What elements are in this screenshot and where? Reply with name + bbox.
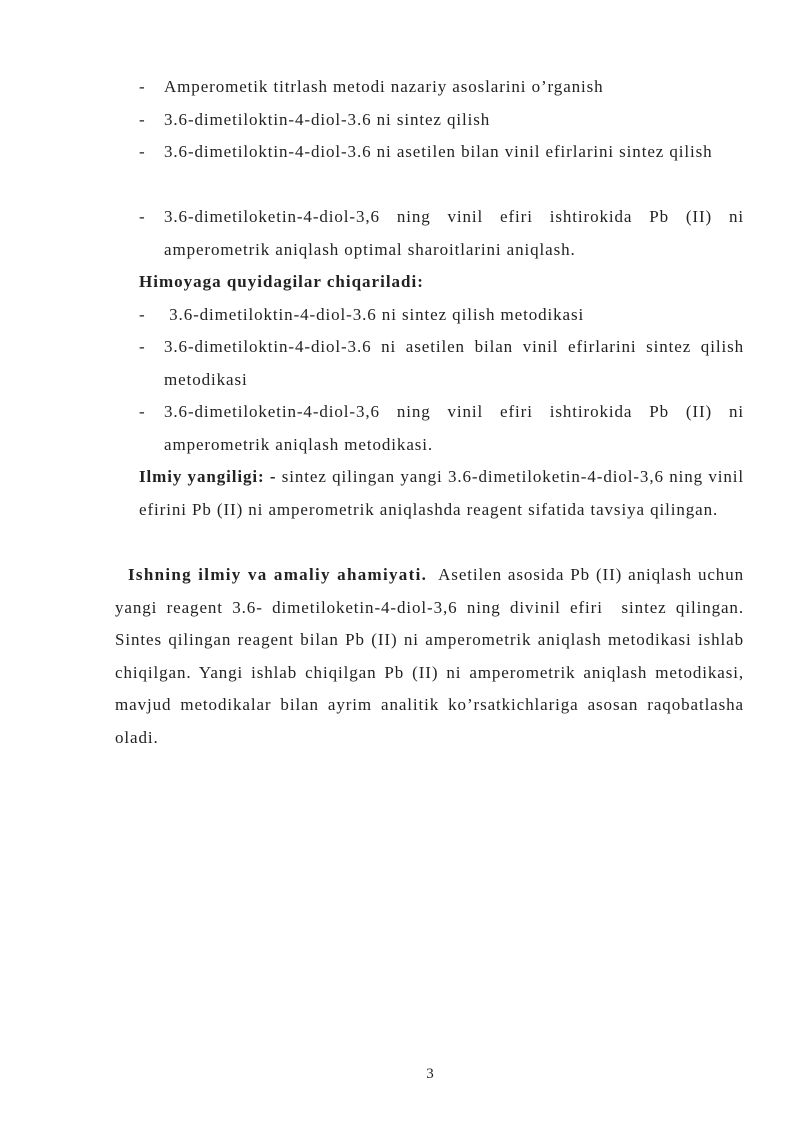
- bullet-dash: -: [139, 77, 146, 96]
- bullet-dash: -: [139, 402, 146, 421]
- task-item-3: [139, 136, 744, 169]
- task-item-2: [139, 104, 744, 137]
- bullet-dash: -: [139, 337, 146, 356]
- novelty-label: Ilmiy yangiligi: -: [139, 467, 277, 486]
- bullet-dash: -: [139, 109, 146, 129]
- task-item-1: [139, 71, 744, 104]
- significance-text: Asetilen asosida Pb (II) aniqlash uchun yangi reagent 3.6- dimetiloketin-4-diol-3,6 ning divinil efiri sintez qilingan. Sintes qilingan reagent bilan Pb (II) ni amperometrik aniqlash metodikasi ishlab chiqilgan. Yangi ishlab chiqilgan Pb (II) ni amperometrik aniqlash metodikasi, mavjud metodikalar bilan ayrim analitik ko’rsatkichlariga asosan raqobatlasha oladi.: [115, 565, 750, 747]
- task-item-text: Amperometik titrlash metodi nazariy asoslarini o’rganish: [164, 77, 604, 96]
- significance-paragraph: [115, 559, 750, 754]
- significance-label: Ishning ilmiy va amaliy ahamiyati.: [128, 565, 428, 584]
- bullet-dash: -: [139, 142, 146, 161]
- novelty-text: sintez qilingan yangi 3.6-dimetiloketin-4-diol-3,6 ning vinil efirini Pb (II) ni amperometrik aniqlashda reagent sifatida tavsiya qilingan.: [139, 467, 745, 519]
- novelty-paragraph: [139, 461, 744, 526]
- task-item-4: [139, 201, 744, 266]
- defense-heading: Himoyaga quyidagilar chiqariladi:: [139, 272, 424, 291]
- defense-item-2: [139, 331, 744, 396]
- bullet-dash: -: [139, 304, 146, 324]
- defense-item-3: [139, 396, 744, 461]
- task-item-text: 3.6-dimetiloktin-4-diol-3.6 ni asetilen bilan vinil efirlarini sintez qilish: [164, 142, 713, 161]
- bullet-dash: -: [139, 207, 146, 226]
- defense-item-text: 3.6-dimetiloktin-4-diol-3.6 ni asetilen bilan vinil efirlarini sintez qilish metodikasi: [164, 337, 744, 389]
- defense-item-text: 3.6-dimetiloktin-4-diol-3.6 ni sintez qilish metodikasi: [164, 304, 585, 324]
- defense-item-text: 3.6-dimetiloketin-4-diol-3,6 ning vinil efiri ishtirokida Pb (II) ni amperometrik aniqlash metodikasi.: [164, 402, 744, 454]
- task-item-text: 3.6-dimetiloketin-4-diol-3,6 ning vinil efiri ishtirokida Pb (II) ni amperometrik aniqlash optimal sharoitlarini aniqlash.: [164, 207, 744, 259]
- task-item-text: 3.6-dimetiloktin-4-diol-3.6 ni sintez qilish: [164, 109, 491, 129]
- page-number: 3: [426, 1066, 434, 1082]
- defense-item-1: [139, 299, 744, 332]
